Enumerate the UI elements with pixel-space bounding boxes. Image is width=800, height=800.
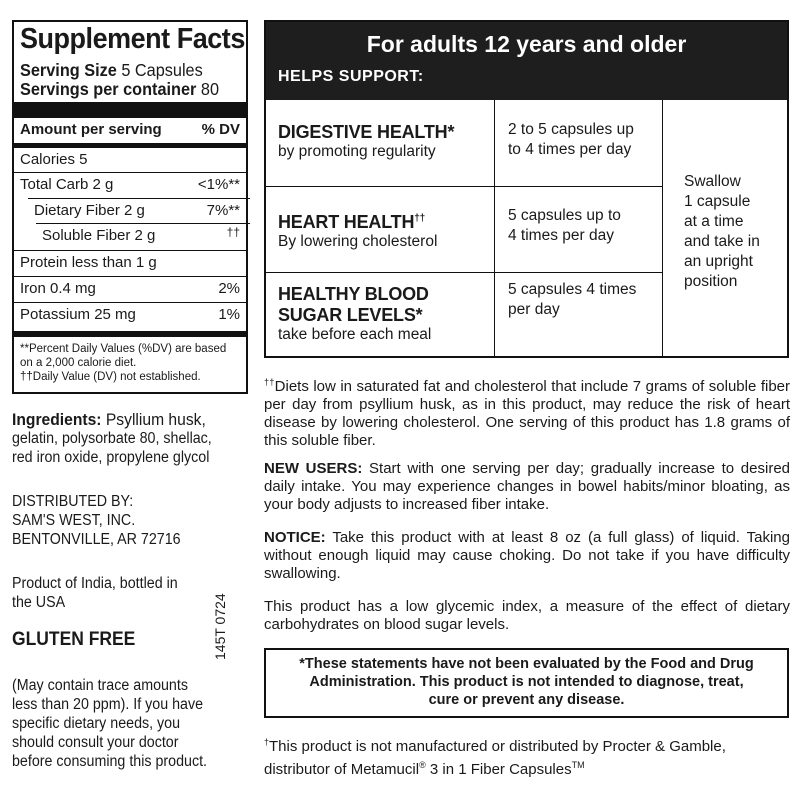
serving-size-label: Serving Size: [20, 60, 117, 80]
nutrient-row: [20, 251, 240, 275]
dose-line: to 4 times per day: [508, 141, 632, 158]
nutrient-label: Soluble Fiber 2 g: [42, 227, 156, 244]
new-users-label: NEW USERS:: [264, 460, 363, 477]
column-divider: [662, 100, 663, 358]
benefit-title: DIGESTIVE HEALTH*: [278, 122, 455, 142]
claim-mark: ††: [264, 377, 275, 387]
nutrient-row: [20, 173, 240, 197]
dv-header: % DV: [201, 121, 240, 138]
allergen-line: before consuming this product.: [12, 753, 207, 770]
dose-digestive: [508, 120, 648, 160]
glycemic-index-note: This product has a low glycemic index, a measure of the effect of dietary carbohydrates on blood sugar levels.: [264, 598, 790, 633]
country-of-origin: [12, 574, 229, 612]
row-divider: [266, 272, 662, 273]
new-users-text: Start with one serving per day; gradually increase to desired daily intake. You may experience changes in bowel habits/minor bloating, as your body adjusts to increased fiber intake.: [264, 460, 790, 513]
amount-header-row: [20, 118, 240, 142]
distributor-line: DISTRIBUTED BY:: [12, 493, 134, 510]
allergen-line: less than 20 ppm). If you have: [12, 696, 204, 713]
ingredients-line: gelatin, polysorbate 80, shellac,: [12, 430, 212, 447]
benefit-mark: ††: [414, 213, 425, 224]
nutrient-row: [20, 277, 240, 301]
benefit-digestive: [278, 122, 454, 161]
nutrient-dv: 7%**: [206, 202, 240, 219]
dv-footnote: **Percent Daily Values (%DV) are based on a 2,000 calorie diet.: [20, 343, 227, 369]
nutrient-row: [20, 148, 240, 172]
serving-size: [20, 60, 203, 81]
allergen-line: should consult your doctor: [12, 734, 179, 751]
supplement-facts-panel: [12, 20, 248, 394]
ingredients-line: red iron oxide, propylene glycol: [12, 449, 210, 466]
dose-line: 5 capsules up to: [508, 207, 621, 224]
swallow-directions: [684, 172, 779, 292]
direction-line: position: [684, 273, 738, 290]
nutrient-label: Iron 0.4 mg: [20, 280, 96, 297]
nutrient-label: Dietary Fiber 2 g: [34, 202, 145, 219]
column-divider: [494, 100, 495, 358]
distributor-line: SAM'S WEST, INC.: [12, 512, 136, 529]
allergen-line: specific dietary needs, you: [12, 715, 181, 732]
direction-line: and take in: [684, 233, 760, 250]
dose-line: 4 times per day: [508, 227, 614, 244]
age-heading: For adults 12 years and older: [366, 31, 687, 57]
fda-line: Administration. This product is not intended to diagnose, treat,: [309, 674, 744, 690]
dosage-header: [266, 22, 787, 100]
servings-label: Servings per container: [20, 79, 197, 99]
nutrient-label: Calories 5: [20, 151, 88, 168]
allergen-line: (May contain trace amounts: [12, 677, 188, 694]
benefit-blood-sugar: [278, 284, 431, 344]
disclaimer-text: distributor of Metamucil: [264, 761, 420, 778]
fda-disclaimer-box: [264, 648, 789, 718]
lot-code: 145T 0724: [212, 593, 228, 660]
dagger-mark: †: [264, 737, 270, 747]
nutrient-label: Protein less than 1 g: [20, 254, 157, 271]
origin-line: the USA: [12, 594, 66, 611]
direction-line: an upright: [684, 253, 753, 270]
distributor-line: BENTONVILLE, AR 72716: [12, 531, 181, 548]
fda-line: *These statements have not been evaluated by the Food and Drug: [299, 656, 754, 672]
notice-text: Take this product with at least 8 oz (a full glass) of liquid. Taking without enough liquid may cause choking. Do not take if you have difficulty swallowing.: [264, 529, 790, 582]
dose-heart: [508, 206, 648, 246]
benefit-title: HEART HEALTH: [278, 212, 415, 232]
direction-line: at a time: [684, 213, 744, 230]
fda-line: cure or prevent any disease.: [428, 692, 625, 708]
nutrient-dv: ††: [226, 225, 240, 239]
nutrient-dv: <1%**: [197, 176, 240, 193]
dosage-table: [264, 20, 789, 358]
supplement-facts-title: Supplement Facts: [20, 23, 245, 55]
serving-size-value: 5 Capsules: [121, 60, 203, 80]
bottom-divider: [14, 331, 246, 337]
benefit-subtitle: By lowering cholesterol: [278, 233, 438, 250]
notice: [264, 529, 790, 583]
disclaimer-text: 3 in 1 Fiber Capsules: [425, 761, 572, 778]
helps-support-heading: HELPS SUPPORT:: [278, 68, 424, 85]
benefit-subtitle: by promoting regularity: [278, 143, 436, 160]
nutrient-label: Potassium 25 mg: [20, 306, 136, 323]
origin-line: Product of India, bottled in: [12, 575, 178, 592]
dose-line: 2 to 5 capsules up: [508, 121, 634, 138]
ingredients: [12, 410, 229, 467]
direction-line: 1 capsule: [684, 193, 751, 210]
new-users-note: [264, 460, 790, 514]
servings-value: 80: [200, 79, 220, 99]
benefit-heart: [278, 208, 437, 251]
distributor: [12, 492, 229, 549]
benefit-subtitle: take before each meal: [278, 326, 432, 343]
dose-line: 5 capsules 4 times: [508, 281, 637, 298]
trademark-disclaimer: [264, 733, 790, 779]
thick-divider: [14, 102, 246, 118]
dose-line: per day: [508, 301, 560, 318]
nutrient-row: [20, 303, 240, 327]
nutrient-label: Total Carb 2 g: [20, 176, 114, 193]
dose-blood-sugar: [508, 280, 648, 320]
nutrient-dv: 2%: [218, 280, 240, 297]
row-divider: [266, 186, 662, 187]
servings-per-container: [20, 79, 219, 100]
disclaimer-text: This product is not manufactured or distributed by Procter & Gamble,: [269, 738, 726, 755]
ingredients-label: Ingredients:: [12, 410, 102, 429]
ingredients-text: Psyllium husk,: [105, 410, 206, 429]
benefit-title-line-2: SUGAR LEVELS*: [278, 305, 423, 325]
direction-line: Swallow: [684, 173, 741, 190]
claim-text: Diets low in saturated fat and cholesterol that include 7 grams of soluble fiber per day from psyllium husk, as in this product, may reduce the risk of heart disease by lowering cholesterol. One serving of this product has 1.8 grams of this soluble fiber.: [264, 378, 790, 449]
dv-not-established-footnote: ††Daily Value (DV) not established.: [20, 371, 201, 383]
trademark-mark: TM: [571, 760, 585, 770]
heart-health-claim: [264, 373, 790, 450]
nutrient-dv: 1%: [218, 306, 240, 323]
nutrient-row: [20, 199, 240, 223]
benefit-title: HEALTHY BLOOD: [278, 284, 429, 304]
amount-header: Amount per serving: [20, 121, 162, 138]
notice-label: NOTICE:: [264, 529, 326, 546]
nutrient-row: [20, 224, 240, 248]
gluten-free: GLUTEN FREE: [12, 629, 136, 650]
allergen-note: [12, 676, 229, 771]
registered-mark: ®: [419, 760, 426, 770]
